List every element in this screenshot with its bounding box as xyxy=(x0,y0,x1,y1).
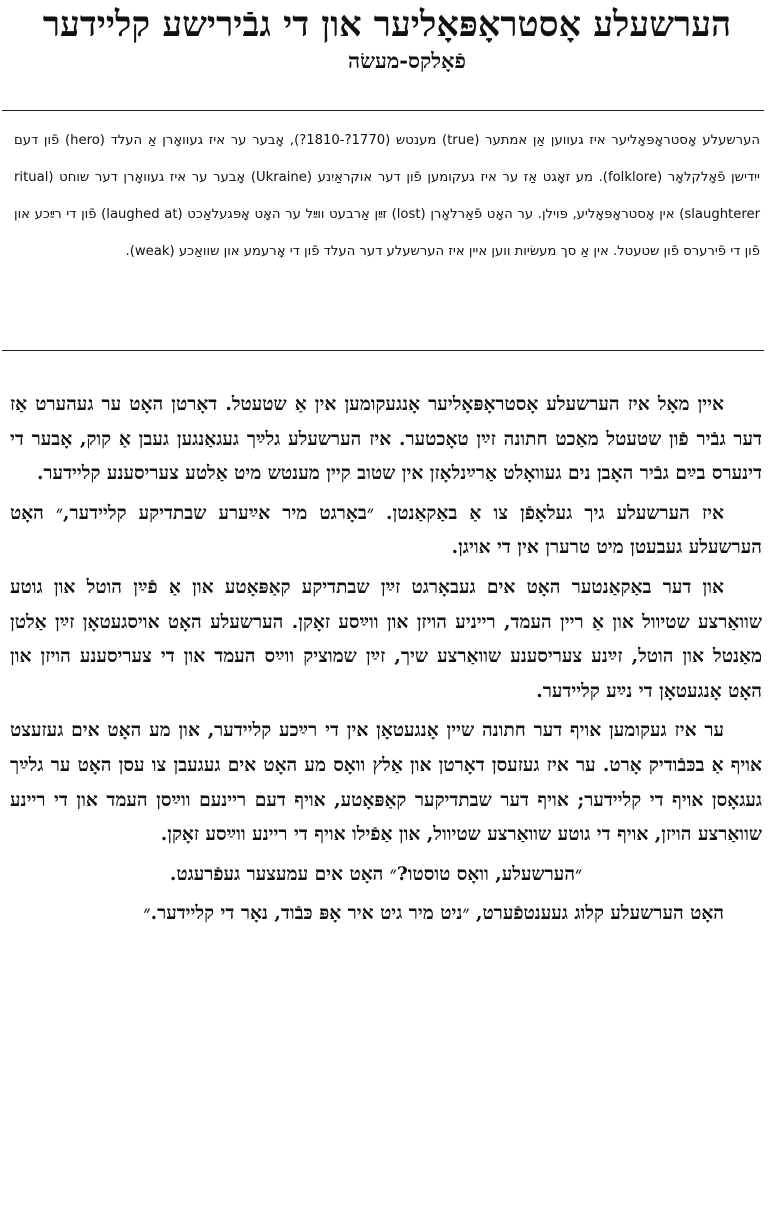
story-paragraph-1: איין מאָל איז הערשעלע אָסטראָפּאָליער אָנגעקומען אין אַ שטעטל. דאָרטן האָט ער געהערט אַז דער גבֿיר פֿון שטעטל מאַכט חתונה זײַן טאָכטער. איז הערשעלע גלײַך געגאַנגען געבן אַ קוק, אָבער די דינערס בײַם גבֿיר האָבן נים געוואָלט אַרײַנלאָזן אין שטוב קיין מענטש מיט אַלטע צעריסענע קליידער. xyxy=(10,394,762,485)
story-paragraph-4: ער איז געקומען אויף דער חתונה שיין אָנגעטאָן אין די רײַכע קליידער, און מע האָט אים געזעצט אויף אַ בכּבֿודיק אָרט. ער איז געזעסן דאָרטן און אַלץ וואָס מע האָט אים געגעבן צו עסן האָט ער גלײַך געגאָסן אויף די קליידער; אויף דער שבתדיקער קאַפּאָטע, אויף דעם ריינעם ווײַסן העמד און די ריינע שוואַרצע הויזן, אויף די גוטע שוואַרצע שטיוול, און אַפֿילו אויף די ריינע ווײַסע זאָקן. xyxy=(10,720,762,846)
bottom-divider xyxy=(2,350,764,351)
story-paragraph-2: איז הערשעלע גיך געלאָפֿן צו אַ באַקאַנטן. ״באָרגט מיר אײַערע שבתדיקע קליידער,״ האָט הערשעלע געבעטן מיט טרערן אין די אויגן. xyxy=(10,502,762,559)
story-paragraph-3: און דער באַקאַנטער האָט אים געבאָרגט זײַן שבתדיקע קאַפּאָטע און אַ פֿײַן הוטל און גוטע שוואַרצע שטיוול און אַ ריין העמד, רייניע הויזן און ווײַסע זאָקן. הערשעלע האָט אויסגעטאָן זײַן אַלטן מאַנטל און הוטל, זײַנע צעריסענע שוואַרצע שיך, זײַן שמוציק ווײַס העמד און די צעריסענע הויזן און האָט אָנגעטאָן די נײַע קליידער. xyxy=(10,576,762,702)
story-body xyxy=(10,388,762,937)
story-paragraph-6: האָט הערשעלע קלוג געענטפֿערט, ״ניט מיר גיט איר אָפּ כּבֿוד, נאָר די קליידער.״ xyxy=(143,903,724,925)
story-subtitle: פֿאָלקס-מעשׂה xyxy=(348,48,466,73)
story-title: הערשעלע אָסטראָפּאָליער און די גבֿירישע קליידער xyxy=(42,4,732,45)
intro-paragraph: הערשעלע אָסטראָפּאָליער איז געווען אַן אמתער (true) מענטש (1770?-1810?), אָבער ער איז געוואָרן אַ העלד (hero) פֿון דעם ייִדישן פֿאָלקלאָר (folklore). מע זאָגט אַז ער איז געקומען פֿון דער אוקראַיִנע (Ukraine) אָבער ער איז געוואָרן דער שוחט (ritual slaughterer) אין אָסטראָפּאָליע, פּוילן. ער האָט פֿאַרלאָרן (lost) זײַן אַרבעט ווײַל ער האָט אָפּגעלאַכט (laughed at) פֿון די רײַכע און פֿון די פֿירערס פֿון שטעטל. אין אַ סך מעשׂיות ווען איין איז הערשעלע דער העלד פֿון די אָרעמע און שוואַכע (weak). xyxy=(14,133,761,259)
story-paragraph-5: ״הערשעלע, וואָס טוסטו?״ האָט אים עמעצער געפֿרעגט. xyxy=(169,863,583,885)
top-divider xyxy=(2,110,764,111)
